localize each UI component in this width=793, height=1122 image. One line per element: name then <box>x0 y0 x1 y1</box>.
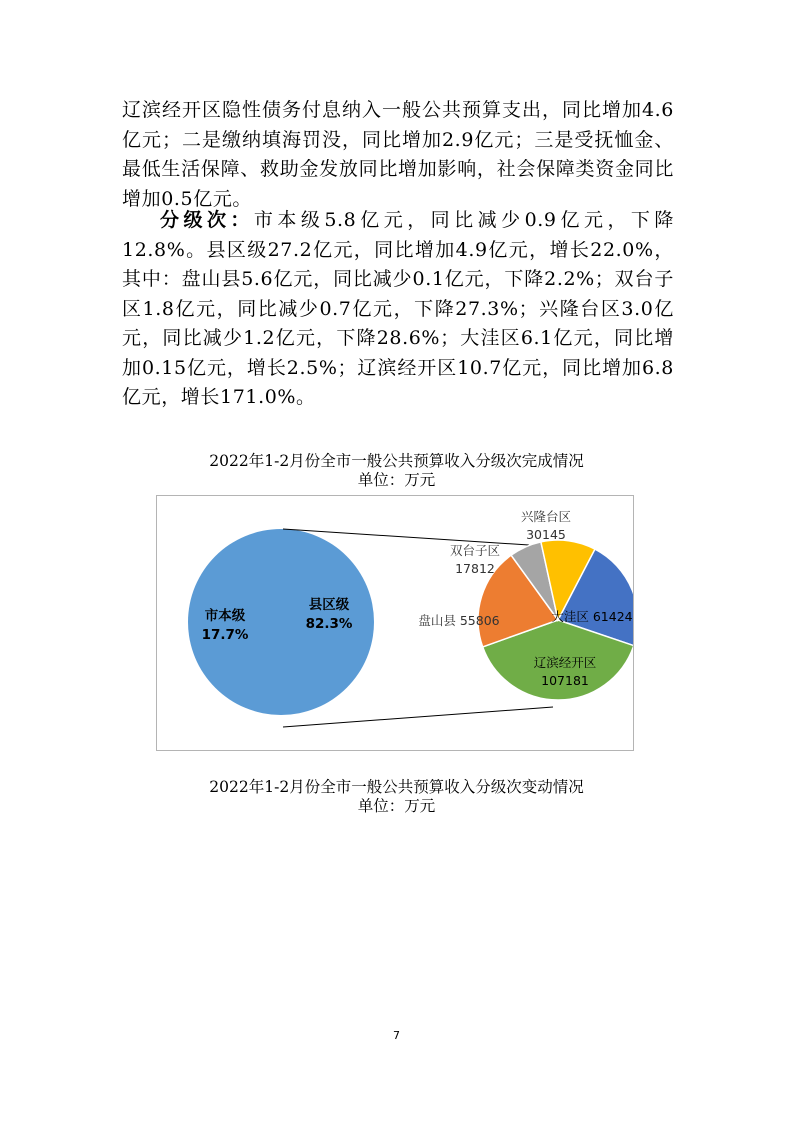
chart-frame <box>156 495 634 751</box>
main-label-县区级: 县区级 <box>308 597 350 613</box>
chart-caption-2-title: 2022年1-2月份全市一般公共预算收入分级次变动情况 <box>209 778 584 796</box>
chart-caption-1-unit: 单位：万元 <box>357 471 436 489</box>
chart-caption-2 <box>0 778 793 816</box>
chart-caption-1 <box>0 452 793 490</box>
main-value-市本级: 17.7% <box>201 627 249 643</box>
sub-value-双台子区: 17812 <box>455 561 495 576</box>
page-number: 7 <box>393 1029 400 1042</box>
sub-value-辽滨经开区: 107181 <box>541 673 589 688</box>
section-lead: 分级次： <box>160 209 254 231</box>
main-label-市本级: 市本级 <box>204 608 246 624</box>
sub-label-双台子区: 双台子区 <box>449 543 501 558</box>
sub-label-兴隆台区: 兴隆台区 <box>520 509 572 524</box>
section-text: 市本级5.8亿元，同比减少0.9亿元，下降12.8%。县区级27.2亿元，同比增加4.9亿元，增长22.0%，其中：盘山县5.6亿元，同比减少0.1亿元，下降2.2%；双台子区1.8亿元，同比减少0.7亿元，下降27.3%；兴隆台区3.0亿元，同比减少1.2亿元，下降28.6%；大洼区6.1亿元，同比增加0.15亿元，增长2.5%；辽滨经开区10.7亿元，同比增加6.8亿元，增长171.0%。 <box>122 209 674 408</box>
body-paragraph-2 <box>122 206 674 413</box>
pie-of-pie-chart <box>157 496 633 750</box>
chart-caption-1-title: 2022年1-2月份全市一般公共预算收入分级次完成情况 <box>209 452 584 470</box>
sub-value-兴隆台区: 30145 <box>526 527 566 542</box>
sub-label-大洼区: 大洼区 61424 <box>551 609 633 624</box>
connector-line-bottom <box>283 707 553 727</box>
sub-label-辽滨经开区: 辽滨经开区 <box>533 655 597 670</box>
body-paragraph-1: 辽滨经开区隐性债务付息纳入一般公共预算支出，同比增加4.6亿元；二是缴纳填海罚没，同比增加2.9亿元；三是受抚恤金、最低生活保障、救助金发放同比增加影响，社会保障类资金同比增加0.5亿元。 <box>122 99 674 210</box>
main-value-县区级: 82.3% <box>305 616 353 632</box>
sub-label-盘山县: 盘山县 55806 <box>418 613 500 628</box>
chart-caption-2-unit: 单位：万元 <box>357 797 436 815</box>
